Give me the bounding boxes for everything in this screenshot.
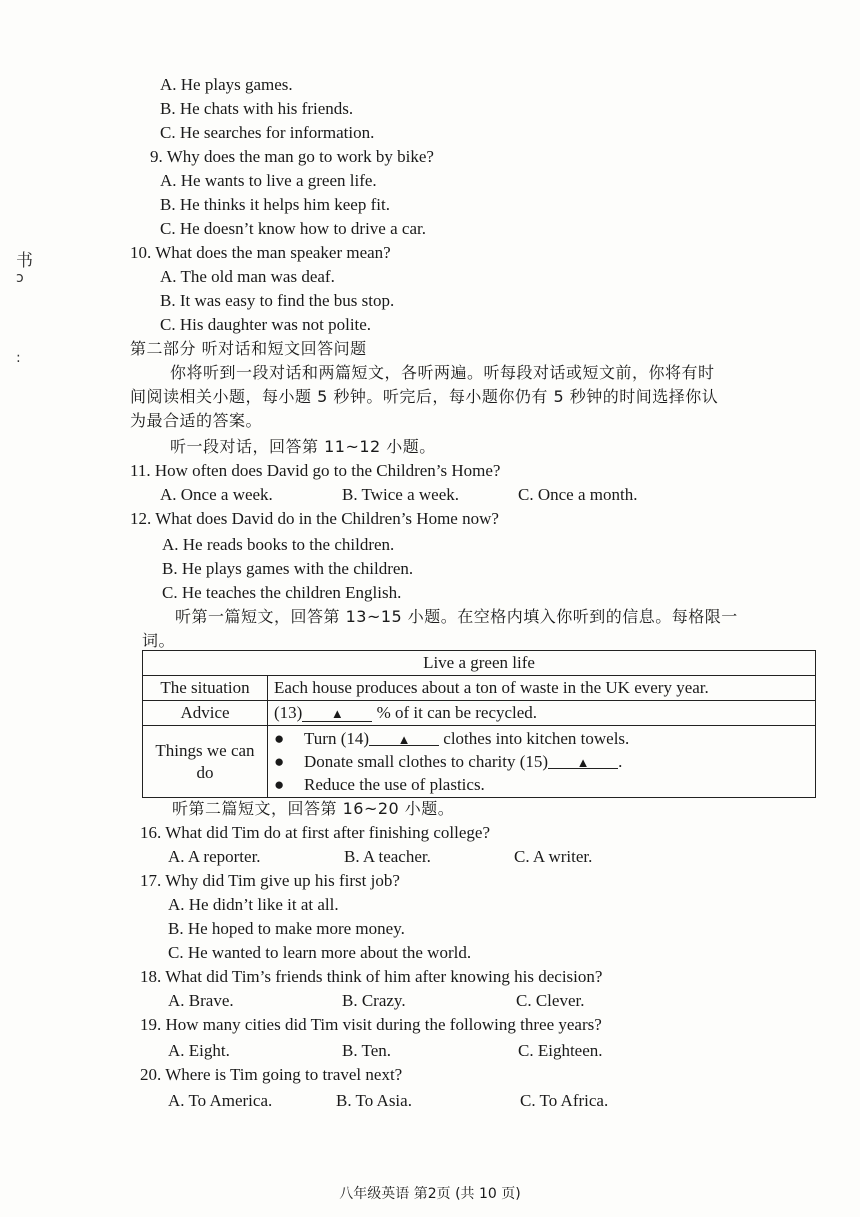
option: C. His daughter was not polite.: [160, 315, 372, 334]
row-list: [268, 726, 816, 798]
row-text: [268, 701, 816, 726]
page-footer: 八年级英语 第2页 (共 10 页): [339, 1186, 521, 1202]
option: A. To America.: [168, 1091, 273, 1110]
option: C. He doesn’t know how to drive a car.: [160, 219, 426, 238]
option: B. It was easy to find the bus stop.: [160, 291, 395, 310]
option: C. Clever.: [516, 991, 585, 1010]
options-row: [168, 1090, 608, 1112]
option: A. A reporter.: [168, 847, 261, 866]
question: 11. How often does David go to the Children’s Home?: [130, 461, 501, 480]
info-table: [142, 650, 816, 798]
option: C. Eighteen.: [518, 1041, 603, 1060]
row-label: Things we can do: [143, 726, 268, 798]
instructions: 听第二篇短文，回答第 16~20 小题。: [172, 799, 455, 818]
list-item: [274, 773, 809, 796]
option: B. Crazy.: [342, 991, 406, 1010]
instructions: 你将听到一段对话和两篇短文，各听两遍。听每段对话或短文前，你将有时: [170, 363, 715, 382]
bullet-icon: ●: [274, 775, 285, 794]
option: C. He searches for information.: [160, 123, 375, 142]
answer-blank-14[interactable]: [369, 727, 439, 746]
option: A. He reads books to the children.: [162, 535, 395, 554]
triangle-icon: ▲: [330, 706, 344, 721]
options-row: [168, 990, 584, 1012]
option: A. Once a week.: [160, 485, 273, 504]
option: A. He wants to live a green life.: [160, 171, 377, 190]
triangle-icon: ▲: [397, 732, 411, 747]
list-item-text: Donate small clothes to charity (15): [304, 752, 549, 771]
margin-mark: 书: [16, 251, 33, 271]
list-item-text: clothes into kitchen towels.: [443, 729, 630, 748]
row-label: The situation: [143, 676, 268, 701]
option: A. He plays games.: [160, 75, 293, 94]
instructions: 词。: [142, 631, 176, 650]
instructions: 间阅读相关小题，每小题 5 秒钟。听完后，每小题你仍有 5 秒钟的时间选择你认: [130, 387, 719, 406]
question: 19. How many cities did Tim visit during the following three years?: [140, 1015, 602, 1034]
answer-blank-13[interactable]: [302, 703, 372, 722]
option: B. Twice a week.: [342, 485, 459, 504]
margin-mark: :: [16, 350, 21, 366]
option: B. He hoped to make more money.: [168, 919, 405, 938]
list-item: [274, 727, 809, 750]
margin-mark: ɔ: [16, 270, 24, 286]
options-row: [168, 846, 592, 868]
option: B. He thinks it helps him keep fit.: [160, 195, 390, 214]
bullet-icon: ●: [274, 752, 285, 771]
row-label: Advice: [143, 701, 268, 726]
option: A. Brave.: [168, 991, 234, 1010]
option: C. A writer.: [514, 847, 593, 866]
option: A. He didn’t like it at all.: [168, 895, 339, 914]
option: B. He plays games with the children.: [162, 559, 414, 578]
list-item-text: Turn (14): [304, 729, 370, 748]
question: 9. Why does the man go to work by bike?: [150, 147, 434, 166]
list-item-text: .: [618, 752, 623, 771]
options-row: [160, 484, 637, 506]
option: B. Ten.: [342, 1041, 392, 1060]
option: C. Once a month.: [518, 485, 638, 504]
question: 12. What does David do in the Children’s Home now?: [130, 509, 499, 528]
option: B. To Asia.: [336, 1091, 412, 1110]
list-item-text: Reduce the use of plastics.: [304, 775, 485, 794]
instructions: 听一段对话，回答第 11~12 小题。: [170, 437, 436, 456]
question: 17. Why did Tim give up his first job?: [140, 871, 400, 890]
question: 16. What did Tim do at first after finishing college?: [140, 823, 491, 842]
bullet-icon: ●: [274, 729, 285, 748]
row-text-rest: % of it can be recycled.: [376, 703, 538, 722]
option: C. To Africa.: [520, 1091, 609, 1110]
instructions: 听第一篇短文，回答第 13~15 小题。在空格内填入你听到的信息。每格限一: [175, 607, 738, 626]
list-item: [274, 750, 809, 773]
question: 20. Where is Tim going to travel next?: [140, 1065, 403, 1084]
option: C. He teaches the children English.: [162, 583, 402, 602]
option: B. A teacher.: [344, 847, 431, 866]
options-row: [168, 1040, 603, 1062]
answer-blank-15[interactable]: [548, 750, 618, 769]
instructions: 为最合适的答案。: [130, 411, 263, 430]
option: C. He wanted to learn more about the world.: [168, 943, 472, 962]
row-text: Each house produces about a ton of waste in the UK every year.: [268, 676, 816, 701]
option: A. The old man was deaf.: [160, 267, 335, 286]
table-title: Live a green life: [143, 651, 816, 676]
blank-number: (13): [274, 703, 303, 722]
section-heading: 第二部分 听对话和短文回答问题: [130, 339, 367, 358]
option: A. Eight.: [168, 1041, 230, 1060]
question: 10. What does the man speaker mean?: [130, 243, 391, 262]
question: 18. What did Tim’s friends think of him after knowing his decision?: [140, 967, 603, 986]
triangle-icon: ▲: [576, 755, 590, 770]
option: B. He chats with his friends.: [160, 99, 354, 118]
